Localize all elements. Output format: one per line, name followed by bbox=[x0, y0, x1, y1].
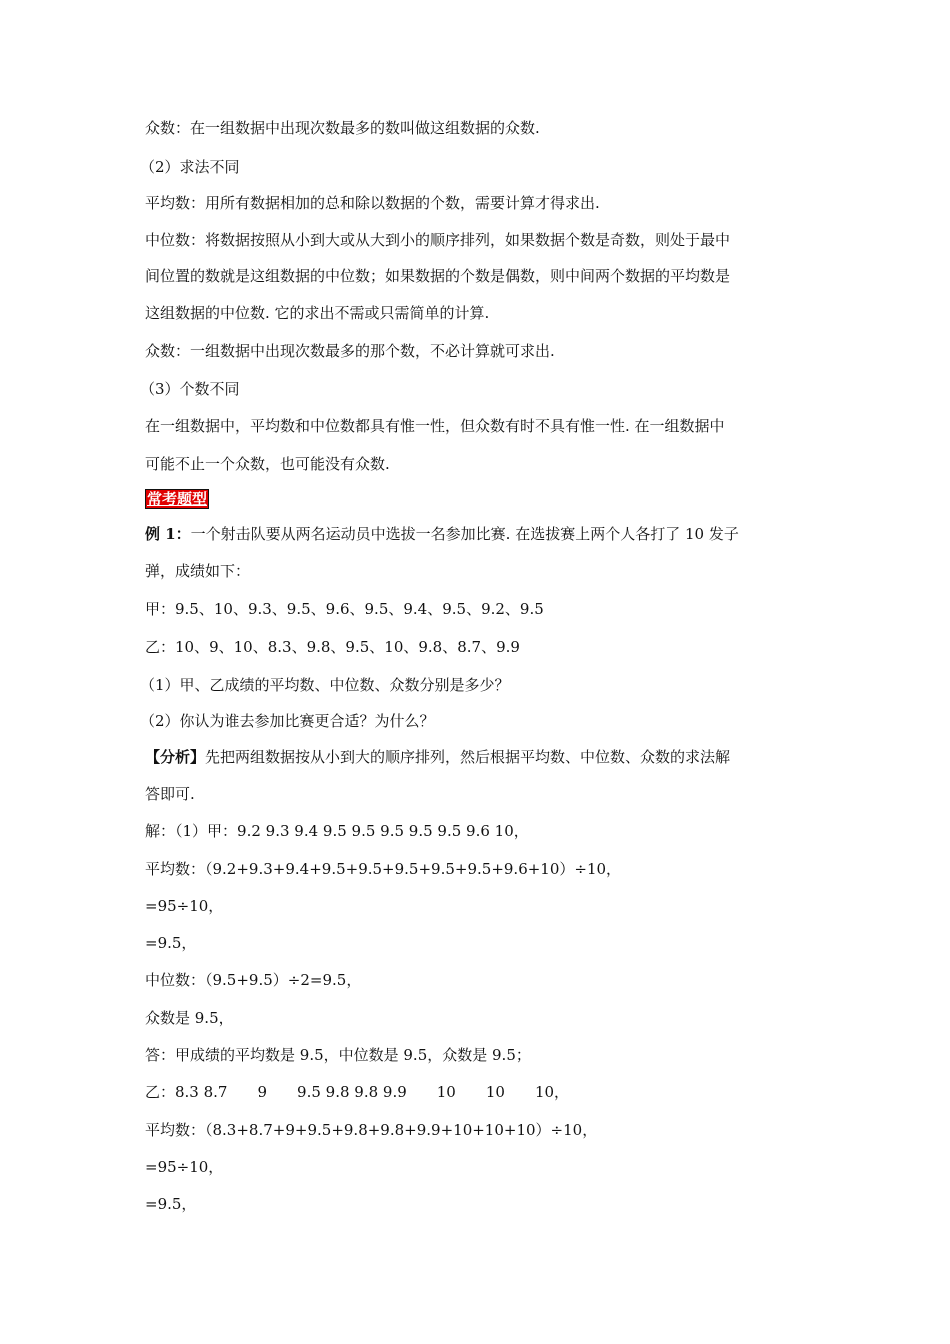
section-heading-method: （2）求法不同 bbox=[140, 158, 240, 176]
question-1: （1）甲、乙成绩的平均数、中位数、众数分别是多少？ bbox=[140, 676, 510, 694]
example-1-line2: 弹，成绩如下： bbox=[145, 562, 251, 580]
question-2: （2）你认为谁去参加比赛更合适？为什么？ bbox=[140, 712, 435, 730]
solution-jia-mode: 众数是 9.5， bbox=[145, 1009, 234, 1027]
section-heading-count: （3）个数不同 bbox=[140, 380, 240, 398]
scores-jia: 甲：9.5、10、9.3、9.5、9.6、9.5、9.4、9.5、9.2、9.5 bbox=[145, 600, 544, 618]
mode-definition: 众数：在一组数据中出现次数最多的数叫做这组数据的众数. bbox=[145, 119, 540, 137]
analysis-label: 【分析】 bbox=[145, 748, 206, 766]
solution-yi-mean: 平均数：（8.3+8.7+9+9.5+9.8+9.8+9.9+10+10+10）÷10， bbox=[145, 1121, 598, 1139]
common-question-type bbox=[145, 489, 825, 509]
example-label: 例 1： bbox=[145, 525, 191, 543]
solution-jia-sorted: 解：（1）甲：9.2 9.3 9.4 9.5 9.5 9.5 9.5 9.5 9.6 10， bbox=[145, 822, 529, 840]
solution-jia-mean: 平均数：（9.2+9.3+9.4+9.5+9.5+9.5+9.5+9.5+9.6+10）÷10， bbox=[145, 860, 622, 878]
highlight-tag: 常考题型 bbox=[147, 490, 208, 508]
yi-sorted-part2: 9 bbox=[257, 1083, 268, 1101]
yi-sorted-part1: 乙：8.3 8.7 bbox=[145, 1083, 228, 1101]
example-1-line1 bbox=[145, 524, 825, 544]
solution-jia-step2: =9.5， bbox=[145, 934, 197, 952]
yi-sorted-part3: 9.5 9.8 9.8 9.9 bbox=[297, 1083, 407, 1101]
scores-yi: 乙：10、9、10、8.3、9.8、9.5、10、9.8、8.7、9.9 bbox=[145, 638, 520, 656]
uniqueness-line2: 可能不止一个众数，也可能没有众数. bbox=[145, 455, 390, 473]
yi-sorted-part5: 10 bbox=[485, 1083, 505, 1101]
yi-sorted-part6: 10， bbox=[534, 1083, 570, 1101]
solution-jia-answer: 答：甲成绩的平均数是 9.5，中位数是 9.5，众数是 9.5； bbox=[145, 1046, 531, 1064]
median-method-line3: 这组数据的中位数. 它的求出不需或只需简单的计算. bbox=[145, 304, 490, 322]
uniqueness-line1: 在一组数据中，平均数和中位数都具有惟一性，但众数有时不具有惟一性. 在一组数据中 bbox=[145, 417, 725, 435]
solution-jia-median: 中位数：（9.5+9.5）÷2=9.5， bbox=[145, 971, 362, 989]
solution-yi-step2: =9.5， bbox=[145, 1195, 197, 1213]
mode-method: 众数：一组数据中出现次数最多的那个数，不必计算就可求出. bbox=[145, 342, 555, 360]
mean-method: 平均数：用所有数据相加的总和除以数据的个数，需要计算才得求出. bbox=[145, 194, 600, 212]
analysis-line1 bbox=[145, 747, 825, 767]
analysis-line2: 答即可. bbox=[145, 785, 195, 803]
example-text: 一个射击队要从两名运动员中选拔一名参加比赛. 在选拔赛上两个人各打了 10 发子 bbox=[190, 525, 739, 543]
median-method-line1: 中位数：将数据按照从小到大或从大到小的顺序排列，如果数据个数是奇数，则处于最中 bbox=[145, 231, 731, 249]
solution-yi-step1: =95÷10， bbox=[145, 1158, 224, 1176]
solution-jia-step1: =95÷10， bbox=[145, 897, 224, 915]
analysis-text: 先把两组数据按从小到大的顺序排列，然后根据平均数、中位数、众数的求法解 bbox=[205, 748, 731, 766]
solution-yi-sorted bbox=[145, 1082, 825, 1102]
yi-sorted-part4: 10 bbox=[436, 1083, 456, 1101]
median-method-line2: 间位置的数就是这组数据的中位数；如果数据的个数是偶数，则中间两个数据的平均数是 bbox=[145, 267, 731, 285]
